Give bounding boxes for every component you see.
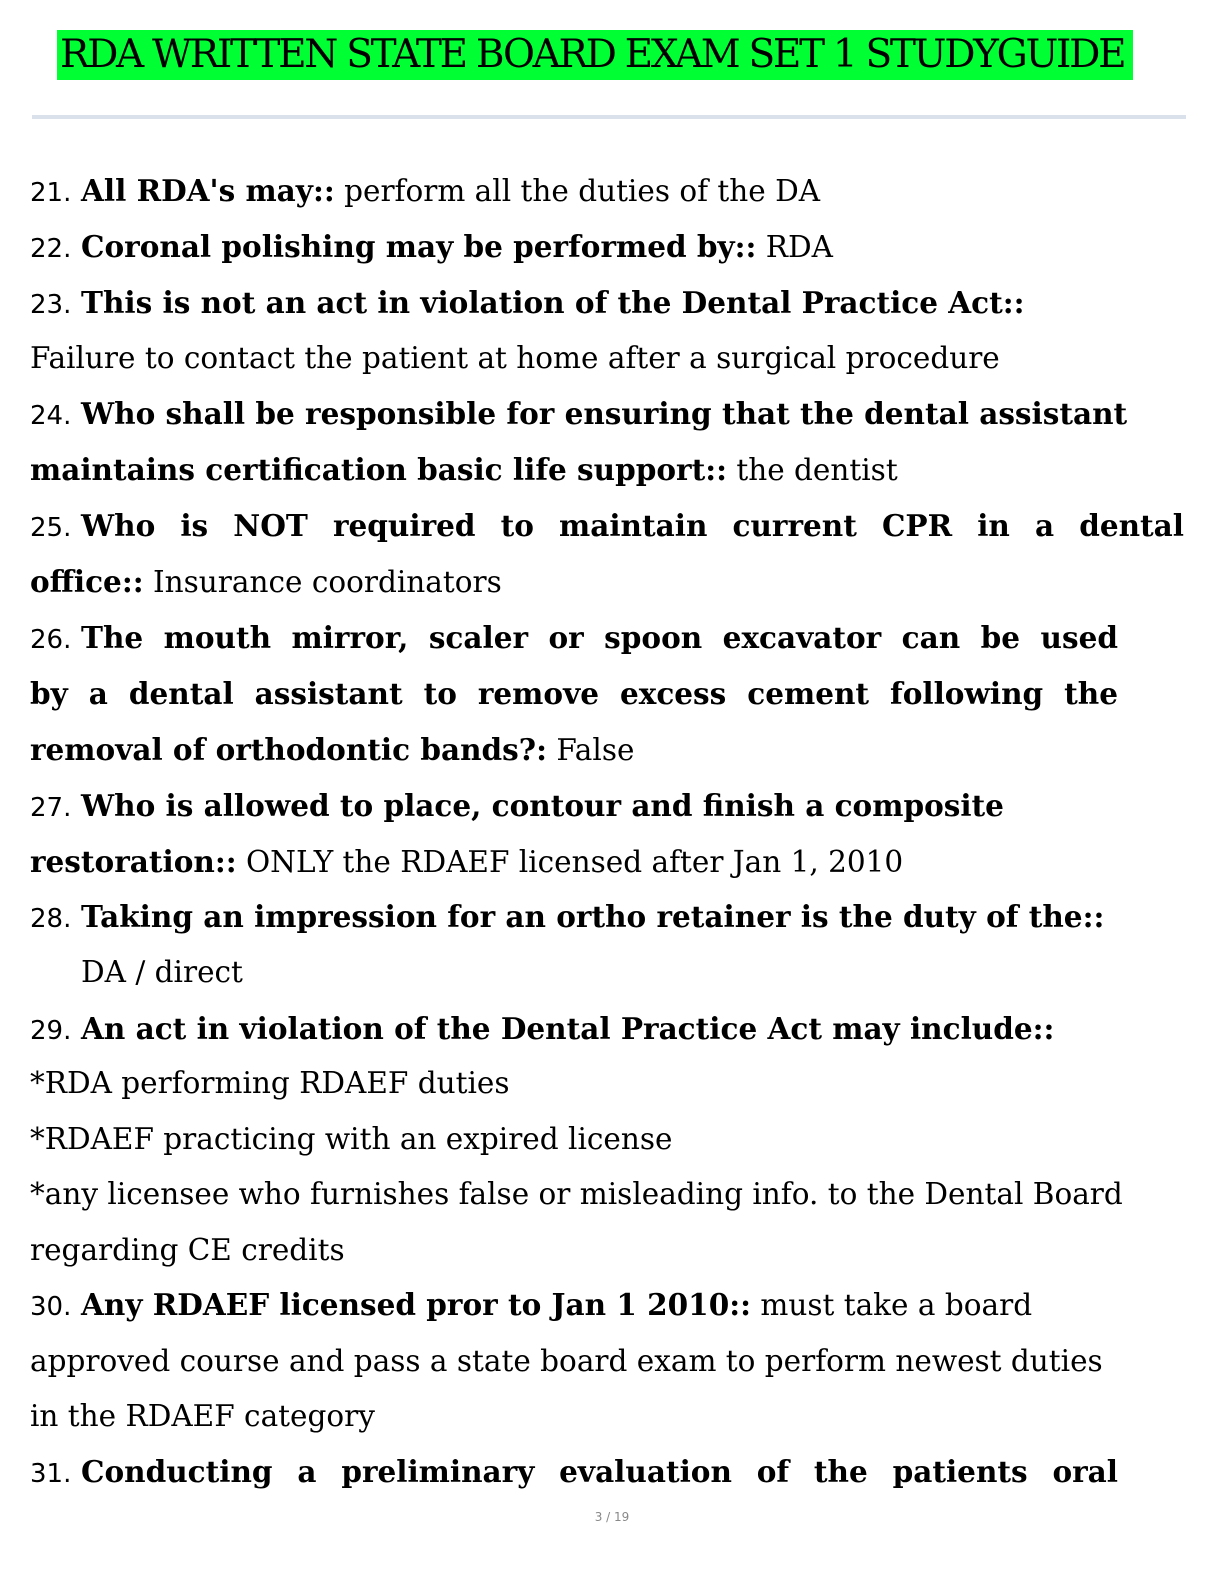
list-item-continuation: office:: Insurance coordinators	[30, 564, 502, 599]
list-item-continuation: maintains certification basic life support:: the dentist	[30, 452, 898, 487]
list-item: 29. An act in violation of the Dental Practice Act may include::	[30, 1011, 1055, 1046]
list-item-answer: *any licensee who furnishes false or misleading info. to the Dental Board	[30, 1177, 1123, 1211]
list-item: 30. Any RDAEF licensed pror to Jan 1 2010:: must take a board	[30, 1287, 1033, 1322]
list-item-continuation: approved course and pass a state board exam to perform newest duties	[30, 1344, 1103, 1378]
list-item-continuation: in the RDAEF category	[30, 1399, 375, 1433]
list-item-answer: *RDAEF practicing with an expired license	[30, 1122, 673, 1156]
list-item: 27. Who is allowed to place, contour and finish a composite	[30, 788, 1004, 823]
list-item: 21. All RDA's may:: perform all the duties of the DA	[30, 173, 821, 208]
list-item: 24. Who shall be responsible for ensuring that the dental assistant	[30, 396, 1128, 431]
document-title: RDA WRITTEN STATE BOARD EXAM SET 1 STUDYGUIDE	[60, 32, 1125, 77]
list-item-answer: DA / direct	[81, 955, 243, 989]
list-item-continuation: by a dental assistant to remove excess cement following the	[30, 676, 1118, 711]
list-item-answer: regarding CE credits	[30, 1233, 345, 1267]
list-item: 28. Taking an impression for an ortho retainer is the duty of the::	[30, 899, 1105, 934]
page-number: 3 / 19	[594, 1510, 630, 1524]
list-item: 31. Conducting a preliminary evaluation of the patients oral	[30, 1454, 1118, 1489]
list-item-answer: *RDA performing RDAEF duties	[30, 1066, 510, 1100]
list-item-continuation: removal of orthodontic bands?: False	[30, 732, 635, 767]
list-item-answer: Failure to contact the patient at home after a surgical procedure	[30, 341, 1000, 375]
divider	[32, 115, 1186, 119]
list-item: 26. The mouth mirror, scaler or spoon excavator can be used	[30, 620, 1118, 655]
list-item: 23. This is not an act in violation of the Dental Practice Act::	[30, 285, 1025, 320]
list-item-continuation: restoration:: ONLY the RDAEF licensed after Jan 1, 2010	[30, 844, 904, 879]
list-item: 22. Coronal polishing may be performed by:: RDA	[30, 229, 833, 264]
list-item: 25. Who is NOT required to maintain current CPR in a dental	[30, 508, 1184, 543]
